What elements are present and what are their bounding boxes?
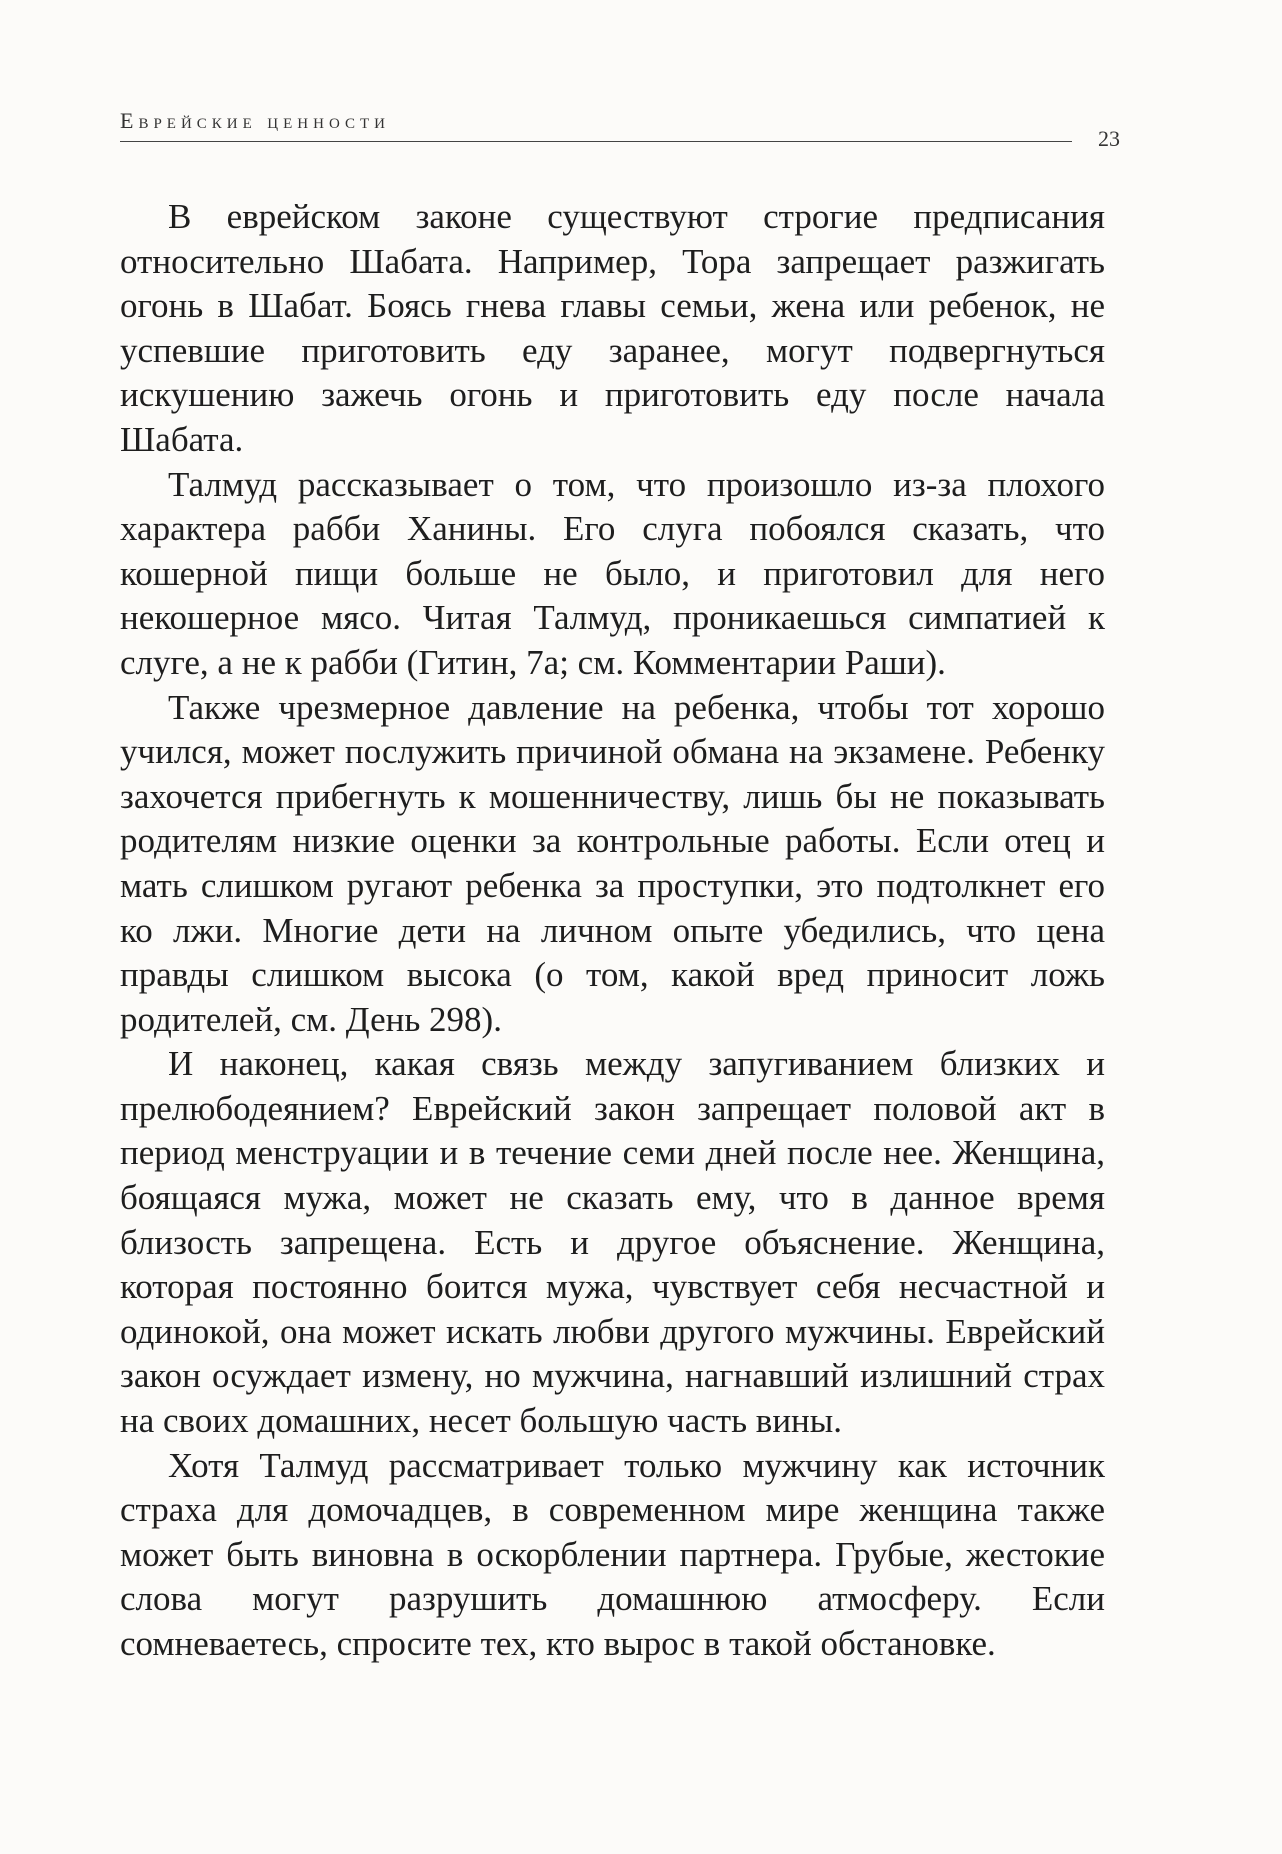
running-title: Еврейские ценности [120,108,390,133]
body-text [120,195,1105,1667]
running-header [120,108,1120,151]
paragraph: И наконец, какая связь между запугиванием близких и прелюбодеянием? Еврейский закон запрещает половой акт в период менструации и в течение семи дней после нее. Женщина, боящаяся мужа, может не сказать ему, что в данное время близость запрещена. Есть и другое объяснение. Женщина, которая постоянно боится мужа, чувствует себя несчастной и одинокой, она может искать любви другого мужчины. Еврейский закон осуждает измену, но мужчина, нагнавший излишний страх на своих домашних, несет большую часть вины. [120,1044,1105,1441]
paragraph: В еврейском законе существуют строгие предписания относительно Шабата. Например, Тора запрещает разжигать огонь в Шабат. Боясь гнева главы семьи, жена или ребенок, не успевшие приготовить еду заранее, могут подвергнуться искушению зажечь огонь и приготовить еду после начала Шабата. [120,197,1105,459]
page-number: 23 [1098,126,1120,151]
paragraph: Хотя Талмуд рассматривает только мужчину как источник страха для домочадцев, в современном мире женщина также может быть виновна в оскорблении партнера. Грубые, жестокие слова могут разрушить домашнюю атмосферу. Если сомневаетесь, спросите тех, кто вырос в такой обстановке. [120,1445,1105,1663]
paragraph: Талмуд рассказывает о том, что произошло из-за плохого характера рабби Ханины. Его слуга побоялся сказать, что кошерной пищи больше не было, и приготовил для него некошерное мясо. Читая Талмуд, проникаешься симпатией к слуге, а не к рабби (Гитин, 7а; см. Комментарии Раши). [120,464,1105,682]
header-rule [120,141,1072,142]
paragraph: Также чрезмерное давление на ребенка, чтобы тот хорошо учился, может послужить причиной обмана на экзамене. Ребенку захочется прибегнуть к мошенничеству, лишь бы не показывать родителям низкие оценки за контрольные работы. Если отец и мать слишком ругают ребенка за проступки, это подтолкнет его ко лжи. Многие дети на личном опыте убедились, что цена правды слишком высока (о том, какой вред приносит ложь родителей, см. День 298). [120,687,1105,1039]
